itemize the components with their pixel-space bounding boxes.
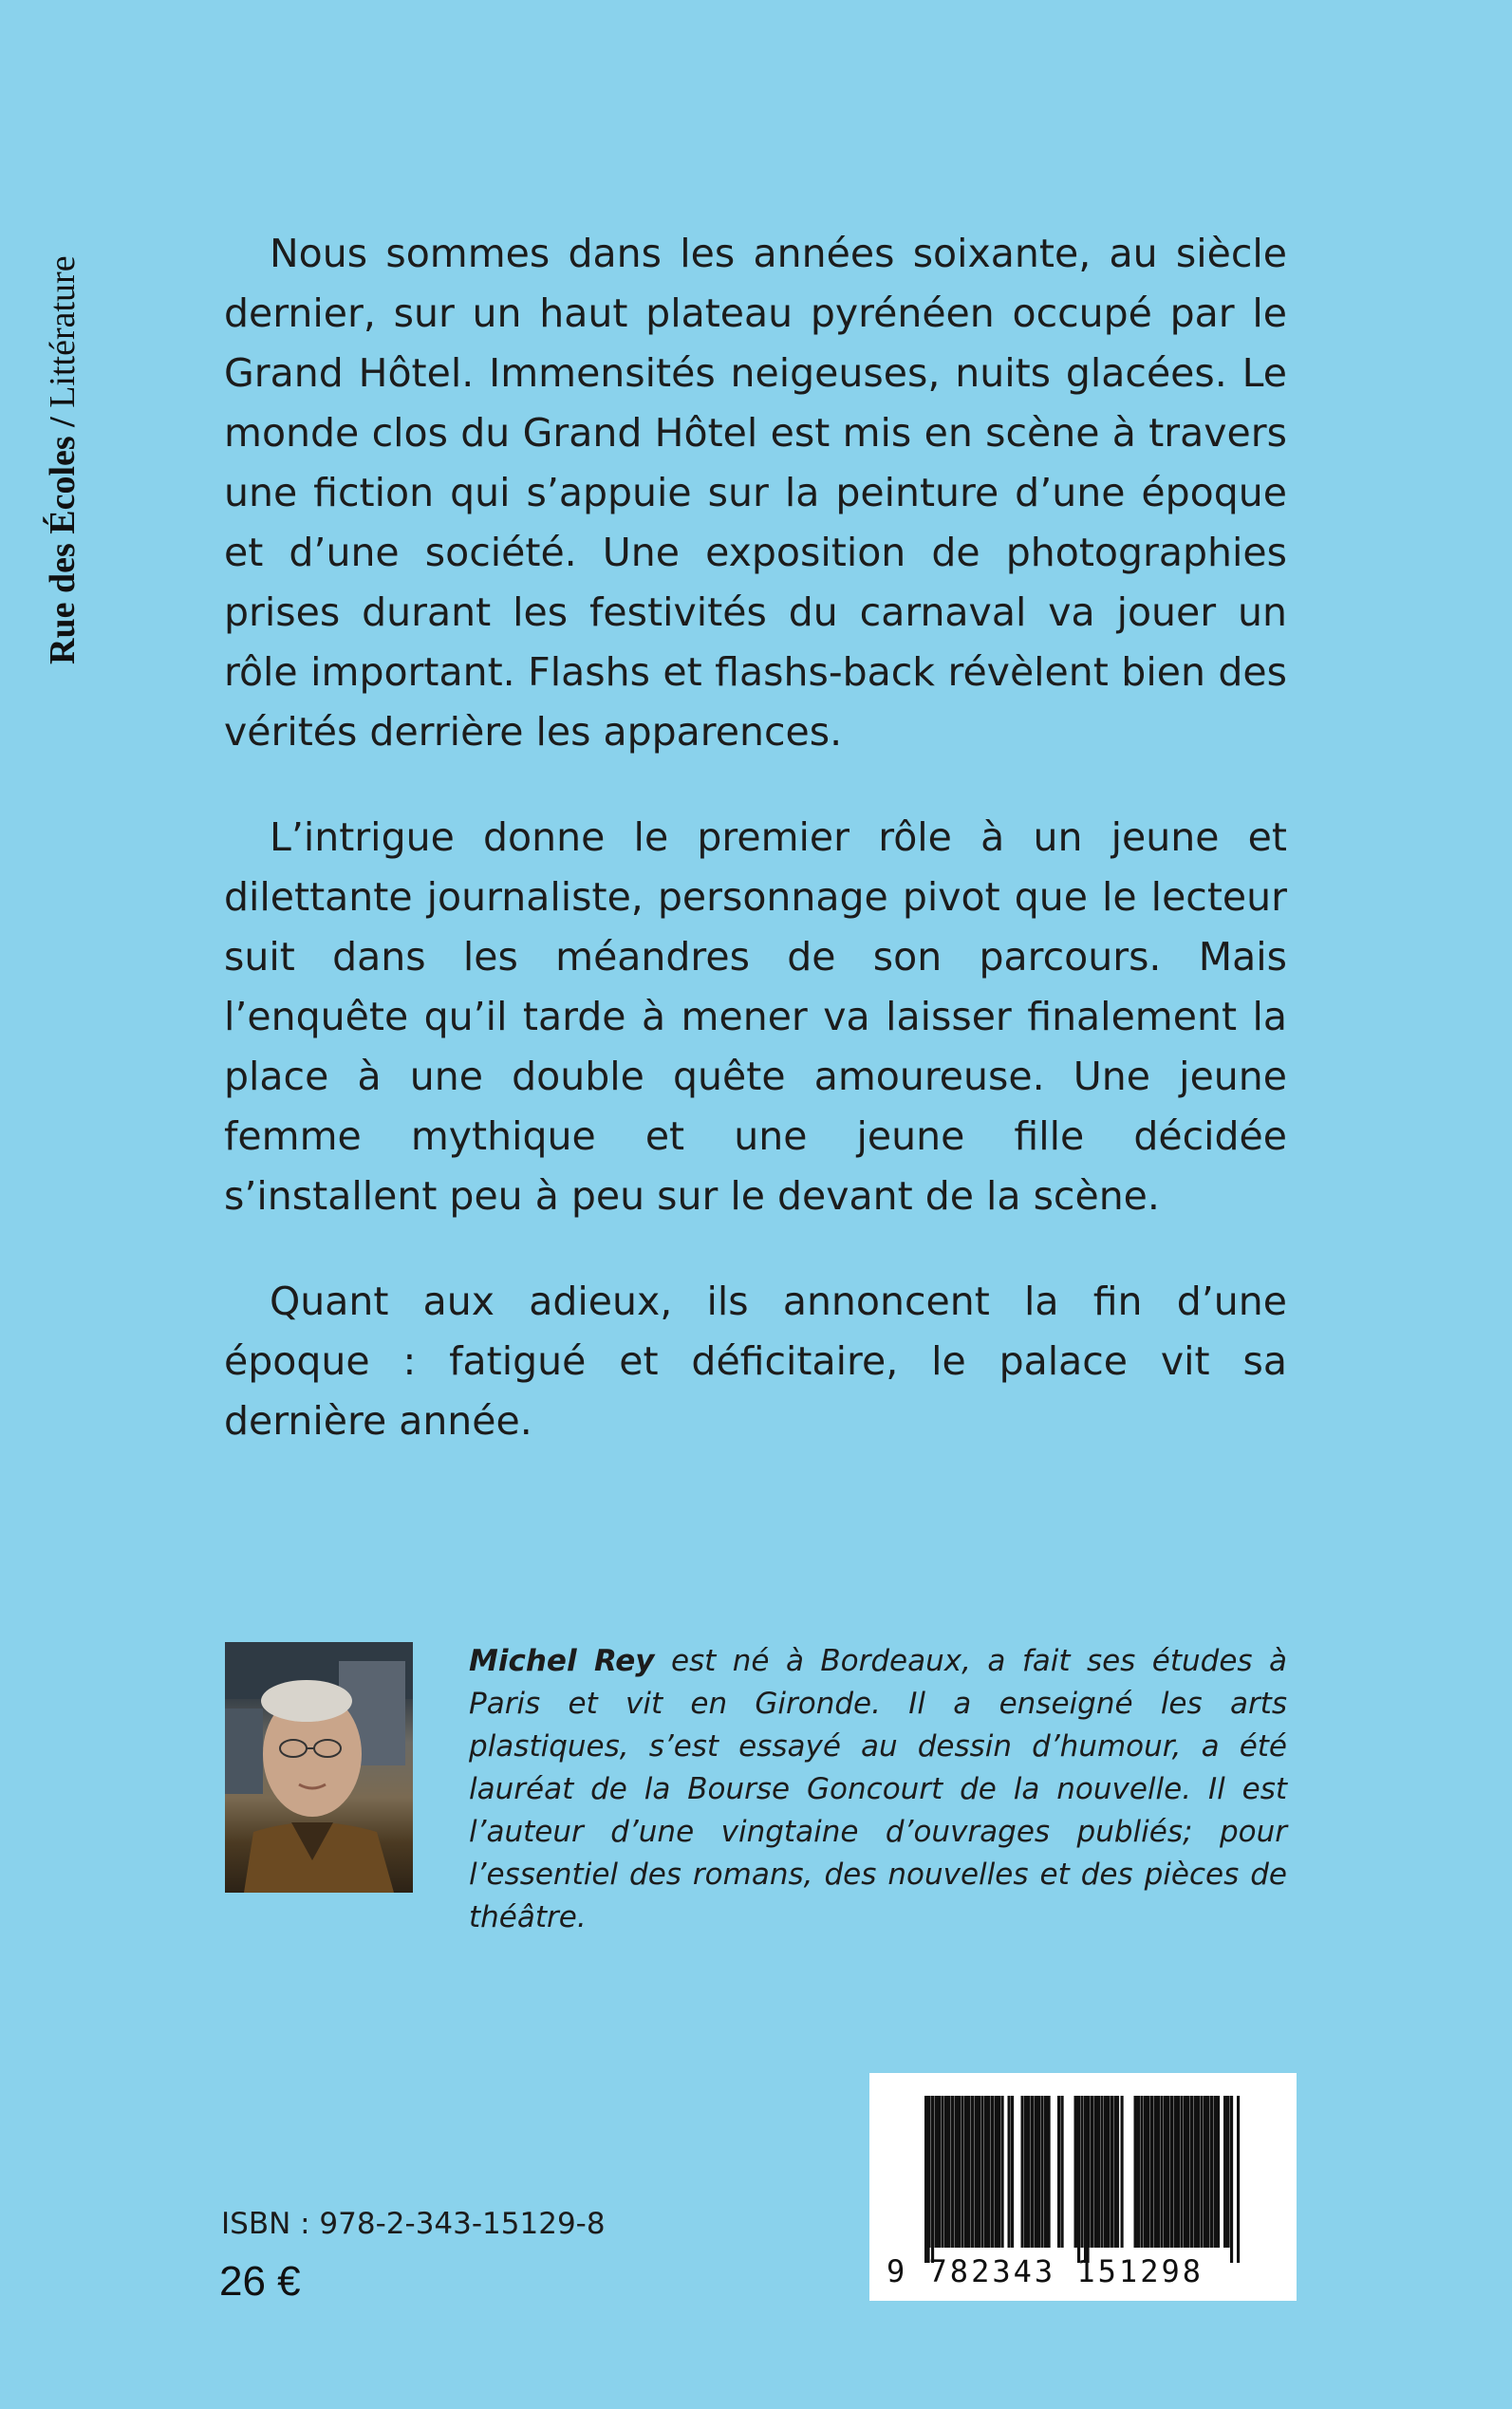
author-portrait-illustration — [225, 1642, 413, 1893]
barcode-bar — [1008, 2096, 1011, 2248]
blurb-paragraph-1: Nous sommes dans les années soixante, au siècle dernier, sur un haut plateau pyrénéen occupé par le Grand Hôtel. Immensités neigeuses, nuits glacées. Le monde clos du Grand Hôtel est mis en scène à travers une fiction qui s’appuie sur la peinture d’une époque et d’une société. Une exposition de photographies prises durant les festivités du carnaval va jouer un rôle important. Flashs et flashs-back révèlent bien des vérités derrière les apparences. — [224, 231, 1287, 755]
barcode-bar — [951, 2096, 954, 2248]
barcode-bar — [961, 2096, 964, 2248]
barcode-bar — [938, 2096, 941, 2248]
barcode-bar — [1021, 2096, 1024, 2248]
blurb-paragraph-2: L’intrigue donne le premier rôle à un jeune et dilettante journaliste, personnage pivot que le lecteur suit dans les méandres de son parcours. Mais l’enquête qu’il tarde à mener va laisser finalement la place à une double quête amoureuse. Une jeune femme mythique et une jeune fille décidée s’installent peu à peu sur le devant de la scène. — [224, 814, 1287, 1219]
barcode-bar — [958, 2096, 961, 2248]
barcode-bar — [1031, 2096, 1034, 2248]
barcode-bar — [1161, 2096, 1164, 2248]
barcode-bar — [1081, 2096, 1084, 2248]
barcode-digits: 9 782343 151298 — [887, 2253, 1204, 2289]
collection-name: Littérature — [43, 255, 83, 408]
barcode-bar — [1101, 2096, 1104, 2248]
barcode-bar — [1121, 2096, 1124, 2248]
barcode-bar — [1137, 2096, 1140, 2248]
barcode-bar — [1041, 2096, 1044, 2248]
barcode-bar — [1028, 2096, 1031, 2248]
barcode-bar — [1237, 2096, 1240, 2263]
barcode — [869, 2073, 1297, 2301]
barcode-bar — [1091, 2096, 1093, 2248]
author-bio — [469, 1640, 1287, 1939]
barcode-bar — [968, 2096, 971, 2248]
barcode-bar — [1114, 2096, 1120, 2248]
barcode-bar — [1190, 2096, 1193, 2248]
barcode-bar — [1167, 2096, 1170, 2248]
barcode-bar — [1001, 2096, 1004, 2248]
barcode-bar — [1061, 2096, 1064, 2248]
barcode-bar — [1170, 2096, 1173, 2248]
barcode-bar — [1217, 2096, 1220, 2248]
series-name: Rue des Écoles — [43, 436, 83, 664]
barcode-bar — [978, 2096, 980, 2248]
blurb-paragraph-3: Quant aux adieux, ils annoncent la fin d’une époque : fatigué et déficitaire, le palace vit sa dernière année. — [224, 1279, 1287, 1444]
barcode-bar — [1097, 2096, 1100, 2248]
barcode-bar — [1150, 2096, 1153, 2248]
back-cover-blurb — [224, 224, 1287, 1497]
barcode-bar — [1187, 2096, 1190, 2248]
barcode-bar — [1077, 2096, 1080, 2263]
barcode-bar — [1227, 2096, 1230, 2248]
barcode-bar — [948, 2096, 951, 2248]
price-label: 26 € — [219, 2258, 301, 2305]
barcode-bar — [942, 2096, 944, 2248]
barcode-bar — [1108, 2096, 1111, 2248]
barcode-bar — [1148, 2096, 1150, 2248]
author-bio-text: est né à Bordeaux, a fait ses études à Paris et vit en Gironde. Il a enseigné les arts plastiques, s’est essayé au dessin d’humour, a été lauréat de la Bourse Goncourt de la nouvelle. Il est l’auteur d’une vingtaine d’ouvrages publiés; pour l’essentiel des romans, des nouvelles et des pièces de théâtre. — [469, 1644, 1287, 1934]
barcode-bar — [1057, 2096, 1060, 2248]
author-photo — [225, 1642, 413, 1893]
barcode-bar — [1177, 2096, 1180, 2248]
barcode-bar — [1210, 2096, 1213, 2248]
barcode-bar — [928, 2096, 931, 2248]
barcode-bar — [1141, 2096, 1144, 2248]
barcode-bar — [1111, 2096, 1113, 2248]
barcode-bar — [1037, 2096, 1040, 2248]
barcode-bar — [1181, 2096, 1184, 2248]
barcode-bar — [981, 2096, 984, 2248]
barcode-bar — [1207, 2096, 1210, 2248]
barcode-bar — [1201, 2096, 1204, 2248]
spine-label — [34, 95, 91, 664]
barcode-bar — [1157, 2096, 1160, 2248]
author-name: Michel Rey — [469, 1644, 655, 1678]
barcode-bar — [1197, 2096, 1200, 2248]
barcode-bar — [988, 2096, 991, 2248]
spine-separator: / — [43, 407, 83, 437]
barcode-bar — [971, 2096, 974, 2248]
barcode-bar — [1088, 2096, 1091, 2248]
barcode-bar — [1048, 2096, 1051, 2248]
barcode-bar — [1230, 2096, 1233, 2263]
barcode-bar — [1011, 2096, 1014, 2248]
isbn-label: ISBN : 978-2-343-15129-8 — [221, 2207, 606, 2241]
barcode-bar — [998, 2096, 1000, 2248]
barcode-bar — [991, 2096, 994, 2248]
barcode-bar — [931, 2096, 934, 2263]
